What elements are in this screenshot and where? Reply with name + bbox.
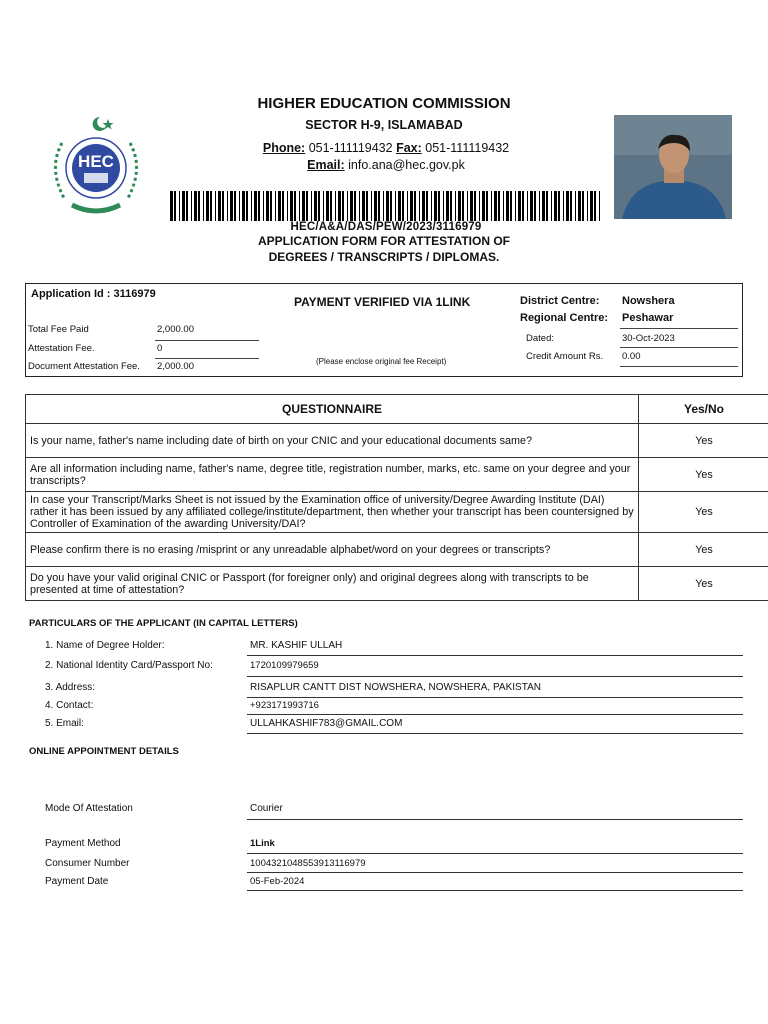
barcode-bar (458, 191, 461, 221)
answer-text: Yes (639, 492, 768, 533)
answer-header: Yes/No (639, 395, 768, 424)
particular-value: ULLAHKASHIF783@GMAIL.COM (250, 718, 403, 729)
barcode-bar (227, 191, 228, 221)
barcode-bar (290, 191, 293, 221)
barcode-bar (422, 191, 425, 221)
field-rule (247, 733, 743, 734)
barcode-bar (206, 191, 209, 221)
appointment-label: Payment Date (45, 876, 109, 887)
barcode-bar (498, 191, 500, 221)
org-title: HIGHER EDUCATION COMMISSION (257, 95, 511, 112)
barcode-bar (179, 191, 180, 221)
particular-value: 1720109979659 (250, 660, 319, 671)
barcode-bar (294, 191, 296, 221)
barcode-bar (311, 191, 312, 221)
credit-value: 0.00 (622, 351, 641, 362)
barcode-bar (263, 191, 264, 221)
barcode-bar (534, 191, 536, 221)
barcode-bar (251, 191, 252, 221)
barcode-bar (467, 191, 468, 221)
barcode-bar (470, 191, 473, 221)
regional-label: Regional Centre: (520, 312, 609, 324)
barcode-bar (342, 191, 344, 221)
info-rule (620, 328, 738, 329)
phone-label: Phone: (262, 141, 306, 155)
barcode-bar (542, 191, 545, 221)
barcode-bar (522, 191, 524, 221)
dated-value: 30-Oct-2023 (622, 333, 675, 344)
table-row (26, 492, 768, 533)
receipt-note: (Please enclose original fee Receipt) (316, 357, 447, 366)
barcode-bar (366, 191, 368, 221)
dated-label: Dated: (526, 333, 554, 344)
barcode-bar (210, 191, 212, 221)
barcode-bar (431, 191, 432, 221)
barcode-bar (242, 191, 245, 221)
appointment-value: 1Link (250, 838, 275, 849)
appointment-value: 100432104855391311697​9 (250, 858, 366, 869)
attestation-fee-value: 0 (157, 343, 163, 354)
table-row (26, 458, 768, 492)
barcode-bar (446, 191, 449, 221)
particular-value: +923171993716 (250, 700, 319, 711)
document-fee-label: Document Attestation Fee. (28, 361, 140, 372)
total-fee-label: Total Fee Paid (28, 324, 89, 335)
email-value: info.ana@hec.gov.pk (348, 158, 465, 172)
particulars-title: PARTICULARS OF THE APPLICANT (IN CAPITAL LETTERS) (29, 618, 298, 629)
particular-value: RISAPLUR CANTT DIST NOWSHERA, NOWSHERA, PAKISTAN (250, 682, 541, 693)
barcode-bar (234, 191, 236, 221)
answer-text: Yes (639, 533, 768, 567)
barcode-bar (434, 191, 437, 221)
barcode-bar (479, 191, 480, 221)
barcode-bar (215, 191, 216, 221)
total-fee-value: 2,000.00 (157, 324, 194, 335)
barcode-bar (335, 191, 336, 221)
barcode-bar (594, 191, 596, 221)
barcode-bar (599, 191, 600, 221)
barcode-bar (566, 191, 569, 221)
barcode-bar (474, 191, 476, 221)
form-title-line-2: DEGREES / TRANSCRIPTS / DIPLOMAS. (268, 250, 500, 264)
barcode-bar (371, 191, 372, 221)
barcode-bar (455, 191, 456, 221)
barcode-bar (570, 191, 572, 221)
barcode-bar (383, 191, 384, 221)
appointment-label: Consumer Number (45, 858, 130, 869)
barcode-bar (258, 191, 260, 221)
barcode-bar (174, 191, 176, 221)
barcode-bar (515, 191, 516, 221)
barcode-bar (503, 191, 504, 221)
field-rule (247, 853, 743, 854)
table-header-row (26, 395, 768, 424)
barcode-bar (506, 191, 509, 221)
particular-label: 4. Contact: (45, 700, 94, 711)
barcode-bar (558, 191, 560, 221)
appointment-label: Payment Method (45, 838, 121, 849)
barcode-bar (278, 191, 281, 221)
field-rule (247, 655, 743, 656)
answer-text: Yes (639, 458, 768, 492)
barcode-bar (551, 191, 552, 221)
particular-label: 1. Name of Degree Holder: (45, 640, 165, 651)
barcode-bar (518, 191, 521, 221)
barcode-bar (354, 191, 356, 221)
barcode-bar (350, 191, 353, 221)
barcode-bar (563, 191, 564, 221)
barcode-bar (359, 191, 360, 221)
barcode-bar (407, 191, 408, 221)
payment-status: PAYMENT VERIFIED VIA 1LINK (294, 295, 471, 309)
question-text: Are all information including name, father's name, degree title, registration number, marks, etc. same on your degree and your transcripts? (26, 458, 639, 492)
barcode-bar (182, 191, 185, 221)
questionnaire-table (25, 394, 768, 601)
barcode-bar (443, 191, 444, 221)
field-rule (247, 819, 743, 820)
appointment-label: Mode Of Attestation (45, 803, 133, 814)
barcode-bar (306, 191, 308, 221)
barcode-bar (323, 191, 324, 221)
barcode-bar (410, 191, 413, 221)
barcode-bar (494, 191, 497, 221)
barcode-bar (386, 191, 389, 221)
particular-label: 2. National Identity Card/Passport No: (45, 660, 213, 671)
barcode-bar (338, 191, 341, 221)
barcode-bar (362, 191, 365, 221)
barcode-bar (314, 191, 317, 221)
question-text: Please confirm there is no erasing /misprint or any unreadable alphabet/word on your degrees or transcripts? (26, 533, 639, 567)
table-row (26, 533, 768, 567)
particular-label: 3. Address: (45, 682, 96, 693)
application-id: Application Id : 3116979 (31, 288, 156, 300)
barcode-bar (302, 191, 305, 221)
barcode-bar (578, 191, 581, 221)
email-label: Email: (307, 158, 345, 172)
appointment-value: 05-Feb-2024 (250, 876, 305, 887)
field-rule (247, 872, 743, 873)
fax-value: 051-111119432 (425, 141, 510, 155)
barcode-bar (194, 191, 197, 221)
barcode-bar (203, 191, 204, 221)
credit-label: Credit Amount Rs. (526, 351, 604, 362)
particular-label: 5. Email: (45, 718, 84, 729)
attestation-fee-label: Attestation Fee. (28, 343, 95, 354)
org-address: SECTOR H-9, ISLAMABAD (305, 118, 463, 132)
barcode-text: HEC/A&A/DAS/PEW/2023/3116979 (290, 221, 482, 233)
barcode-bar (539, 191, 540, 221)
barcode-bar (299, 191, 300, 221)
barcode-bar (398, 191, 401, 221)
barcode-bar (330, 191, 332, 221)
appointment-title: ONLINE APPOINTMENT DETAILS (29, 746, 179, 757)
barcode-bar (530, 191, 533, 221)
barcode-bar (170, 191, 173, 221)
fax-label: Fax: (396, 141, 422, 155)
barcode-bar (254, 191, 257, 221)
form-title (0, 233, 768, 265)
barcode (170, 191, 602, 221)
svg-text:HEC: HEC (78, 152, 114, 171)
barcode-bar (438, 191, 440, 221)
barcode-bar (266, 191, 269, 221)
barcode-bar (462, 191, 464, 221)
answer-text: Yes (639, 567, 768, 601)
barcode-bar (575, 191, 576, 221)
barcode-bar (390, 191, 392, 221)
barcode-bar (554, 191, 557, 221)
barcode-bar (282, 191, 284, 221)
question-text: Do you have your valid original CNIC or Passport (for foreigner only) and original degrees along with transcripts to be presented at time of attestation? (26, 567, 639, 601)
particular-value: MR. KASHIF ULLAH (250, 640, 343, 651)
barcode-bar (450, 191, 452, 221)
barcode-bar (198, 191, 200, 221)
barcode-bar (402, 191, 404, 221)
phone-value: 051-111119432 (308, 141, 393, 155)
barcode-bar (374, 191, 377, 221)
question-text: In case your Transcript/Marks Sheet is not issued by the Examination office of university/Degree Awarding Institute (DAI) rather it has been issued by any affiliated college/institute/department, then whether your transcript has been countersigned by Controller of Examination of the awarding University/DAI? (26, 492, 639, 533)
barcode-bar (486, 191, 488, 221)
fee-rule (155, 358, 259, 359)
barcode-bar (491, 191, 492, 221)
barcode-bar (582, 191, 584, 221)
barcode-bar (527, 191, 528, 221)
barcode-bar (318, 191, 320, 221)
barcode-bar (590, 191, 593, 221)
field-rule (247, 676, 743, 677)
field-rule (247, 714, 743, 715)
appointment-value: Courier (250, 803, 283, 814)
barcode-bar (186, 191, 188, 221)
barcode-bar (287, 191, 288, 221)
barcode-bar (270, 191, 272, 221)
barcode-bar (191, 191, 192, 221)
barcode-bar (230, 191, 233, 221)
table-row (26, 424, 768, 458)
questionnaire-header: QUESTIONNAIRE (26, 395, 639, 424)
barcode-bar (347, 191, 348, 221)
barcode-bar (218, 191, 221, 221)
info-rule (620, 366, 738, 367)
district-value: Nowshera (622, 295, 675, 307)
form-title-line-1: APPLICATION FORM FOR ATTESTATION OF (258, 234, 510, 248)
barcode-bar (222, 191, 224, 221)
barcode-bar (395, 191, 396, 221)
barcode-bar (587, 191, 588, 221)
info-rule (620, 347, 738, 348)
barcode-bar (546, 191, 548, 221)
question-text: Is your name, father's name including date of birth on your CNIC and your educational documents same? (26, 424, 639, 458)
table-row (26, 567, 768, 601)
barcode-bar (419, 191, 420, 221)
barcode-bar (426, 191, 428, 221)
fee-rule (155, 340, 259, 341)
hec-logo (44, 113, 148, 221)
answer-text: Yes (639, 424, 768, 458)
barcode-bar (275, 191, 276, 221)
barcode-bar (246, 191, 248, 221)
barcode-bar (510, 191, 512, 221)
barcode-bar (378, 191, 380, 221)
district-label: District Centre: (520, 295, 600, 307)
document-fee-value: 2,000.00 (157, 361, 194, 372)
barcode-bar (482, 191, 485, 221)
regional-value: Peshawar (622, 312, 674, 324)
field-rule (247, 890, 743, 891)
field-rule (247, 697, 743, 698)
applicant-photo (614, 115, 732, 219)
barcode-bar (239, 191, 240, 221)
barcode-bar (326, 191, 329, 221)
barcode-bar (414, 191, 416, 221)
